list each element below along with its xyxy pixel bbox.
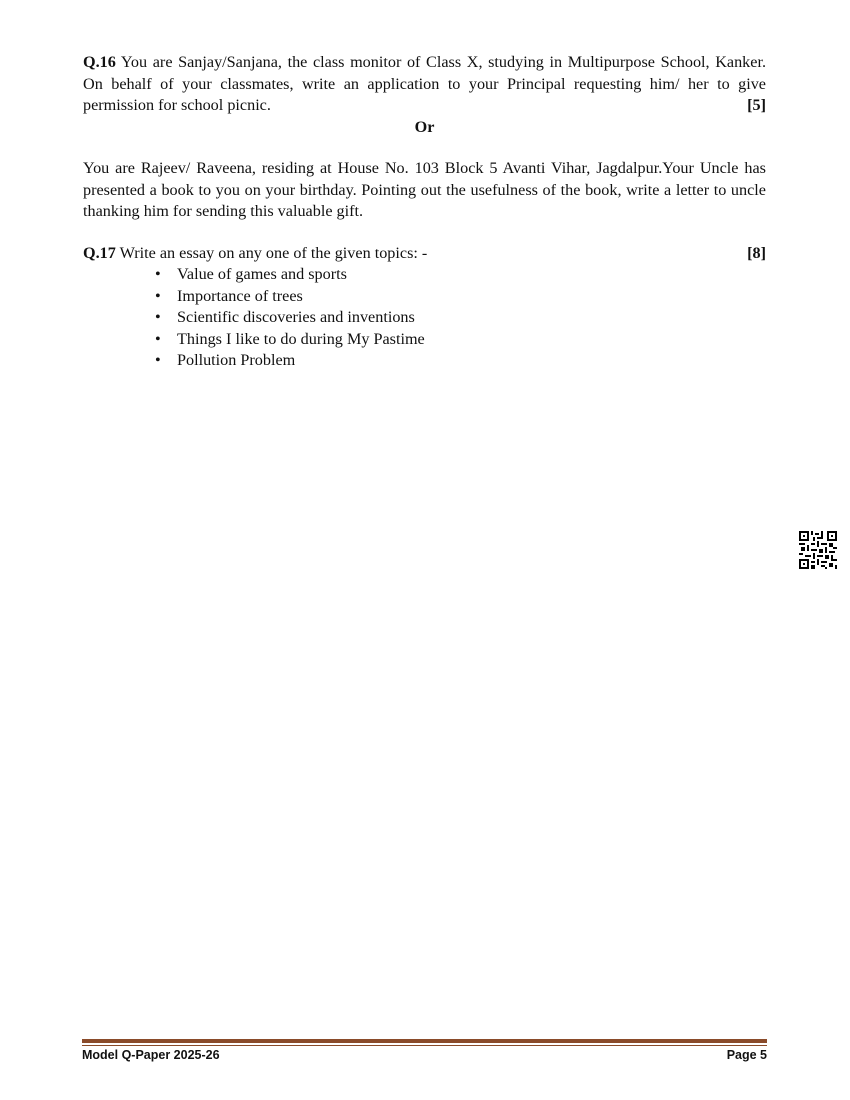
q16-text: You are Sanjay/Sanjana, the class monitor of Class X, studying in Multipurpose School, Kanker. On behalf of your classmates, write an application to your Principal requesting him/ her to give permission for school picnic. xyxy=(83,53,767,114)
footer-title: Model Q-Paper 2025-26 xyxy=(82,1048,220,1062)
qr-code-icon xyxy=(799,531,837,569)
footer-divider xyxy=(82,1039,767,1043)
page-content xyxy=(83,52,766,372)
or-separator: Or xyxy=(414,117,435,136)
q17-number: Q.17 xyxy=(83,243,116,262)
q17-paragraph xyxy=(83,243,766,265)
essay-topics-list xyxy=(83,264,766,372)
page-footer xyxy=(82,1048,767,1062)
footer-divider-thin xyxy=(82,1045,767,1046)
q16-number: Q.16 xyxy=(83,53,116,71)
list-item: • Things I like to do during My Pastime xyxy=(177,329,766,351)
list-item: • Scientific discoveries and inventions xyxy=(177,307,766,329)
q16-alternative: You are Rajeev/ Raveena, residing at House No. 103 Block 5 Avanti Vihar, Jagdalpur.Your Uncle has presented a book to you on your birthday. Pointing out the usefulness of the book, write a letter to uncle thanking him for sending this valuable gift. xyxy=(83,159,766,220)
page-number: Page 5 xyxy=(726,1048,767,1062)
list-item: • Value of games and sports xyxy=(177,264,766,286)
list-item: • Pollution Problem xyxy=(177,350,766,372)
q17-text: Write an essay on any one of the given topics: - xyxy=(119,243,428,262)
q17-marks: [8] xyxy=(747,243,766,262)
list-item: • Importance of trees xyxy=(177,286,766,308)
q16-paragraph xyxy=(83,52,766,117)
q16-marks: [5] xyxy=(747,96,766,114)
